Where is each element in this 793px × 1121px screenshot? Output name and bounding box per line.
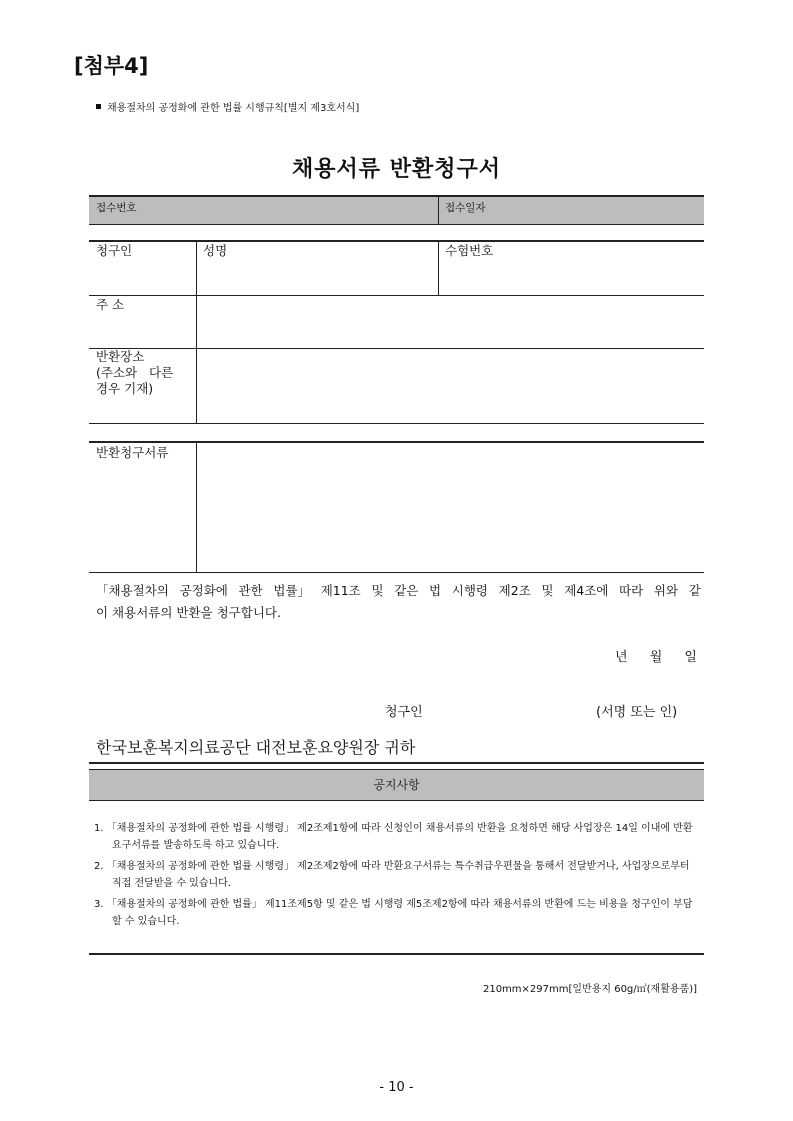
statement-line-1 (96, 580, 701, 602)
request-statement (96, 580, 701, 624)
statement-word: 제2조 (498, 583, 531, 598)
claimant-bottom-border (89, 423, 704, 424)
notice-header-top-line (89, 769, 704, 770)
notice-list (94, 820, 700, 934)
statement-word: 법 (429, 583, 442, 598)
date-line: 년 월 일 (615, 650, 697, 665)
paper-spec: 210mm×297mm[일반용지 60g/㎡(재활용품)] (482, 984, 697, 995)
exam-number-label: 수험번호 (445, 243, 494, 258)
statement-word: 시행령 (451, 583, 488, 598)
return-place-label-1: 반환장소 (96, 349, 145, 364)
statement-word: 제11조 (320, 583, 361, 598)
notice-item: 2. 「채용절차의 공정화에 관한 법률 시행령」 제2조제2항에 따라 반환요구서류는 특수취급우편물을 통해서 전달받거나, 사업장으로부터 직접 전달받을 수 있습니다. (94, 861, 690, 889)
square-bullet-icon (96, 104, 101, 109)
documents-bottom-border (89, 572, 704, 573)
statement-word: 관한 (238, 583, 263, 598)
return-place-label-2: (주소와 다른 (96, 365, 174, 380)
notice-item: 1. 「채용절차의 공정화에 관한 법률 시행령」 제2조제1항에 따라 신청인이 채용서류의 반환을 요청하면 해당 사업장은 14일 이내에 반환요구서류를 발송하도록 하고 있습니다. (94, 823, 693, 851)
claimant-label: 청구인 (96, 243, 133, 258)
claimant-label-divider (196, 241, 197, 423)
statement-word: 같 (688, 583, 701, 598)
statement-word: 「채용절차의 (96, 583, 169, 598)
name-label: 성명 (203, 243, 228, 258)
attachment-label: [첨부4] (74, 54, 149, 78)
statement-word: 제4조에 (564, 583, 609, 598)
address-row-bottom (89, 348, 704, 349)
statement-line-2: 이 채용서류의 반환을 청구합니다. (96, 605, 281, 620)
statement-word: 법률」 (273, 583, 311, 598)
documents-label: 반환청구서류 (96, 445, 169, 460)
name-exam-divider (438, 241, 439, 295)
receipt-divider (438, 196, 439, 224)
documents-top-border (89, 441, 704, 443)
statement-word: 공정화에 (179, 583, 228, 598)
notice-item: 3. 「채용절차의 공정화에 관한 법률」 제11조제5항 및 같은 법 시행령 제5조제2항에 따라 채용서류의 반환에 드는 비용을 청구인이 부담할 수 있습니다. (94, 899, 693, 927)
statement-word: 따라 (619, 583, 644, 598)
address-label: 주 소 (96, 297, 125, 312)
addressee: 한국보훈복지의료공단 대전보훈요양원장 귀하 (96, 738, 416, 757)
statement-word: 및 (541, 583, 554, 598)
table-top-border (89, 195, 704, 197)
receipt-bottom-border (89, 224, 704, 225)
documents-label-divider (196, 442, 197, 572)
signature-sign-label: (서명 또는 인) (596, 705, 678, 720)
notice-header-bottom-line (89, 800, 704, 801)
signature-claimant-label: 청구인 (385, 705, 423, 720)
statement-word: 같은 (394, 583, 419, 598)
receipt-number-label: 접수번호 (96, 202, 137, 214)
form-title: 채용서류 반환청구서 (292, 157, 501, 182)
receipt-header-fill (89, 196, 704, 224)
receipt-date-label: 접수일자 (445, 202, 486, 214)
rule-reference-text: 채용절차의 공정화에 관한 법률 시행규칙[별지 제3호서식] (107, 103, 360, 114)
return-place-label-3: 경우 기재) (96, 381, 154, 396)
name-row-bottom (89, 295, 704, 296)
rule-reference (96, 99, 359, 114)
notice-bottom-border (89, 953, 704, 955)
notice-top-border (89, 762, 704, 764)
statement-word: 및 (371, 583, 384, 598)
notice-title: 공지사항 (373, 778, 420, 792)
statement-word: 위와 (653, 583, 679, 598)
page-number: - 10 - (379, 1080, 414, 1095)
claimant-top-border (89, 240, 704, 242)
